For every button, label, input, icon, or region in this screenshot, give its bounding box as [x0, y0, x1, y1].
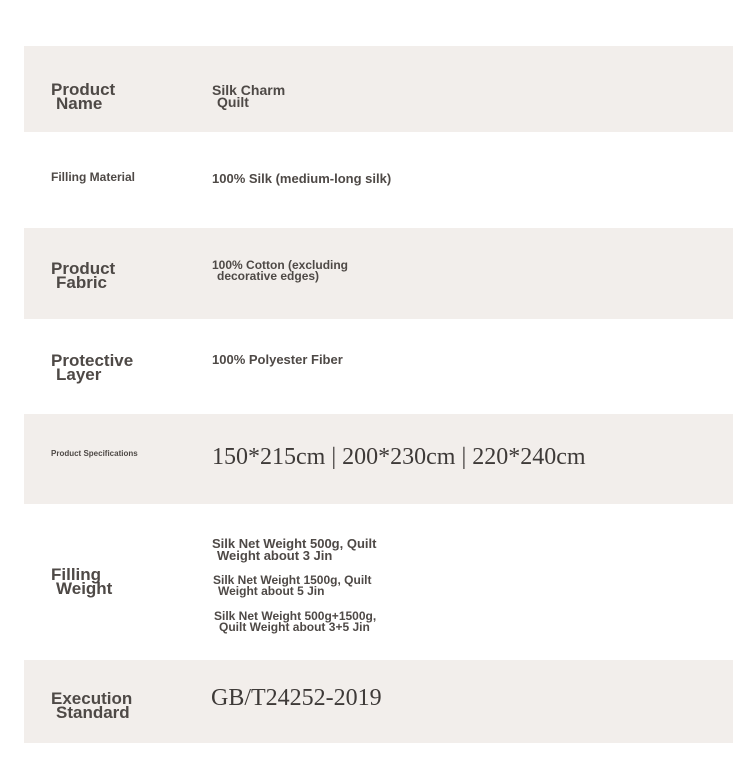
row-label: Product Specifications — [51, 449, 138, 458]
spec-row-product-specifications — [24, 414, 733, 504]
spec-row-product-fabric — [24, 228, 733, 319]
spec-row-filling-weight — [24, 504, 733, 660]
spec-row-filling-material — [24, 132, 733, 228]
row-label: Execution Standard — [51, 689, 133, 722]
spec-row-execution-standard — [24, 660, 733, 743]
row-label: Filling Weight — [51, 565, 113, 598]
weight-option: Silk Net Weight 1500g, Quilt Weight about 5 Jin — [213, 573, 372, 598]
spec-row-product-name — [24, 46, 733, 132]
row-label: Filling Material — [51, 170, 136, 184]
row-value: GB/T24252-2019 — [211, 685, 382, 711]
weight-option: Silk Net Weight 500g, Quilt Weight about 3 Jin — [212, 536, 377, 563]
row-value: Silk Charm Quilt — [212, 82, 286, 110]
weight-option: Silk Net Weight 500g+1500g, Quilt Weight about 3+5 Jin — [214, 609, 377, 634]
row-label: Product Name — [51, 80, 116, 113]
row-label: Product Fabric — [51, 259, 116, 292]
row-value: 100% Silk (medium-long silk) — [212, 171, 392, 186]
row-label: Protective Layer — [51, 351, 134, 384]
row-value: 100% Cotton (excluding decorative edges) — [212, 258, 349, 283]
row-value: 100% Polyester Fiber — [212, 352, 343, 367]
row-value: 150*215cm | 200*230cm | 220*240cm — [212, 444, 586, 470]
spec-row-protective-layer — [24, 319, 733, 414]
